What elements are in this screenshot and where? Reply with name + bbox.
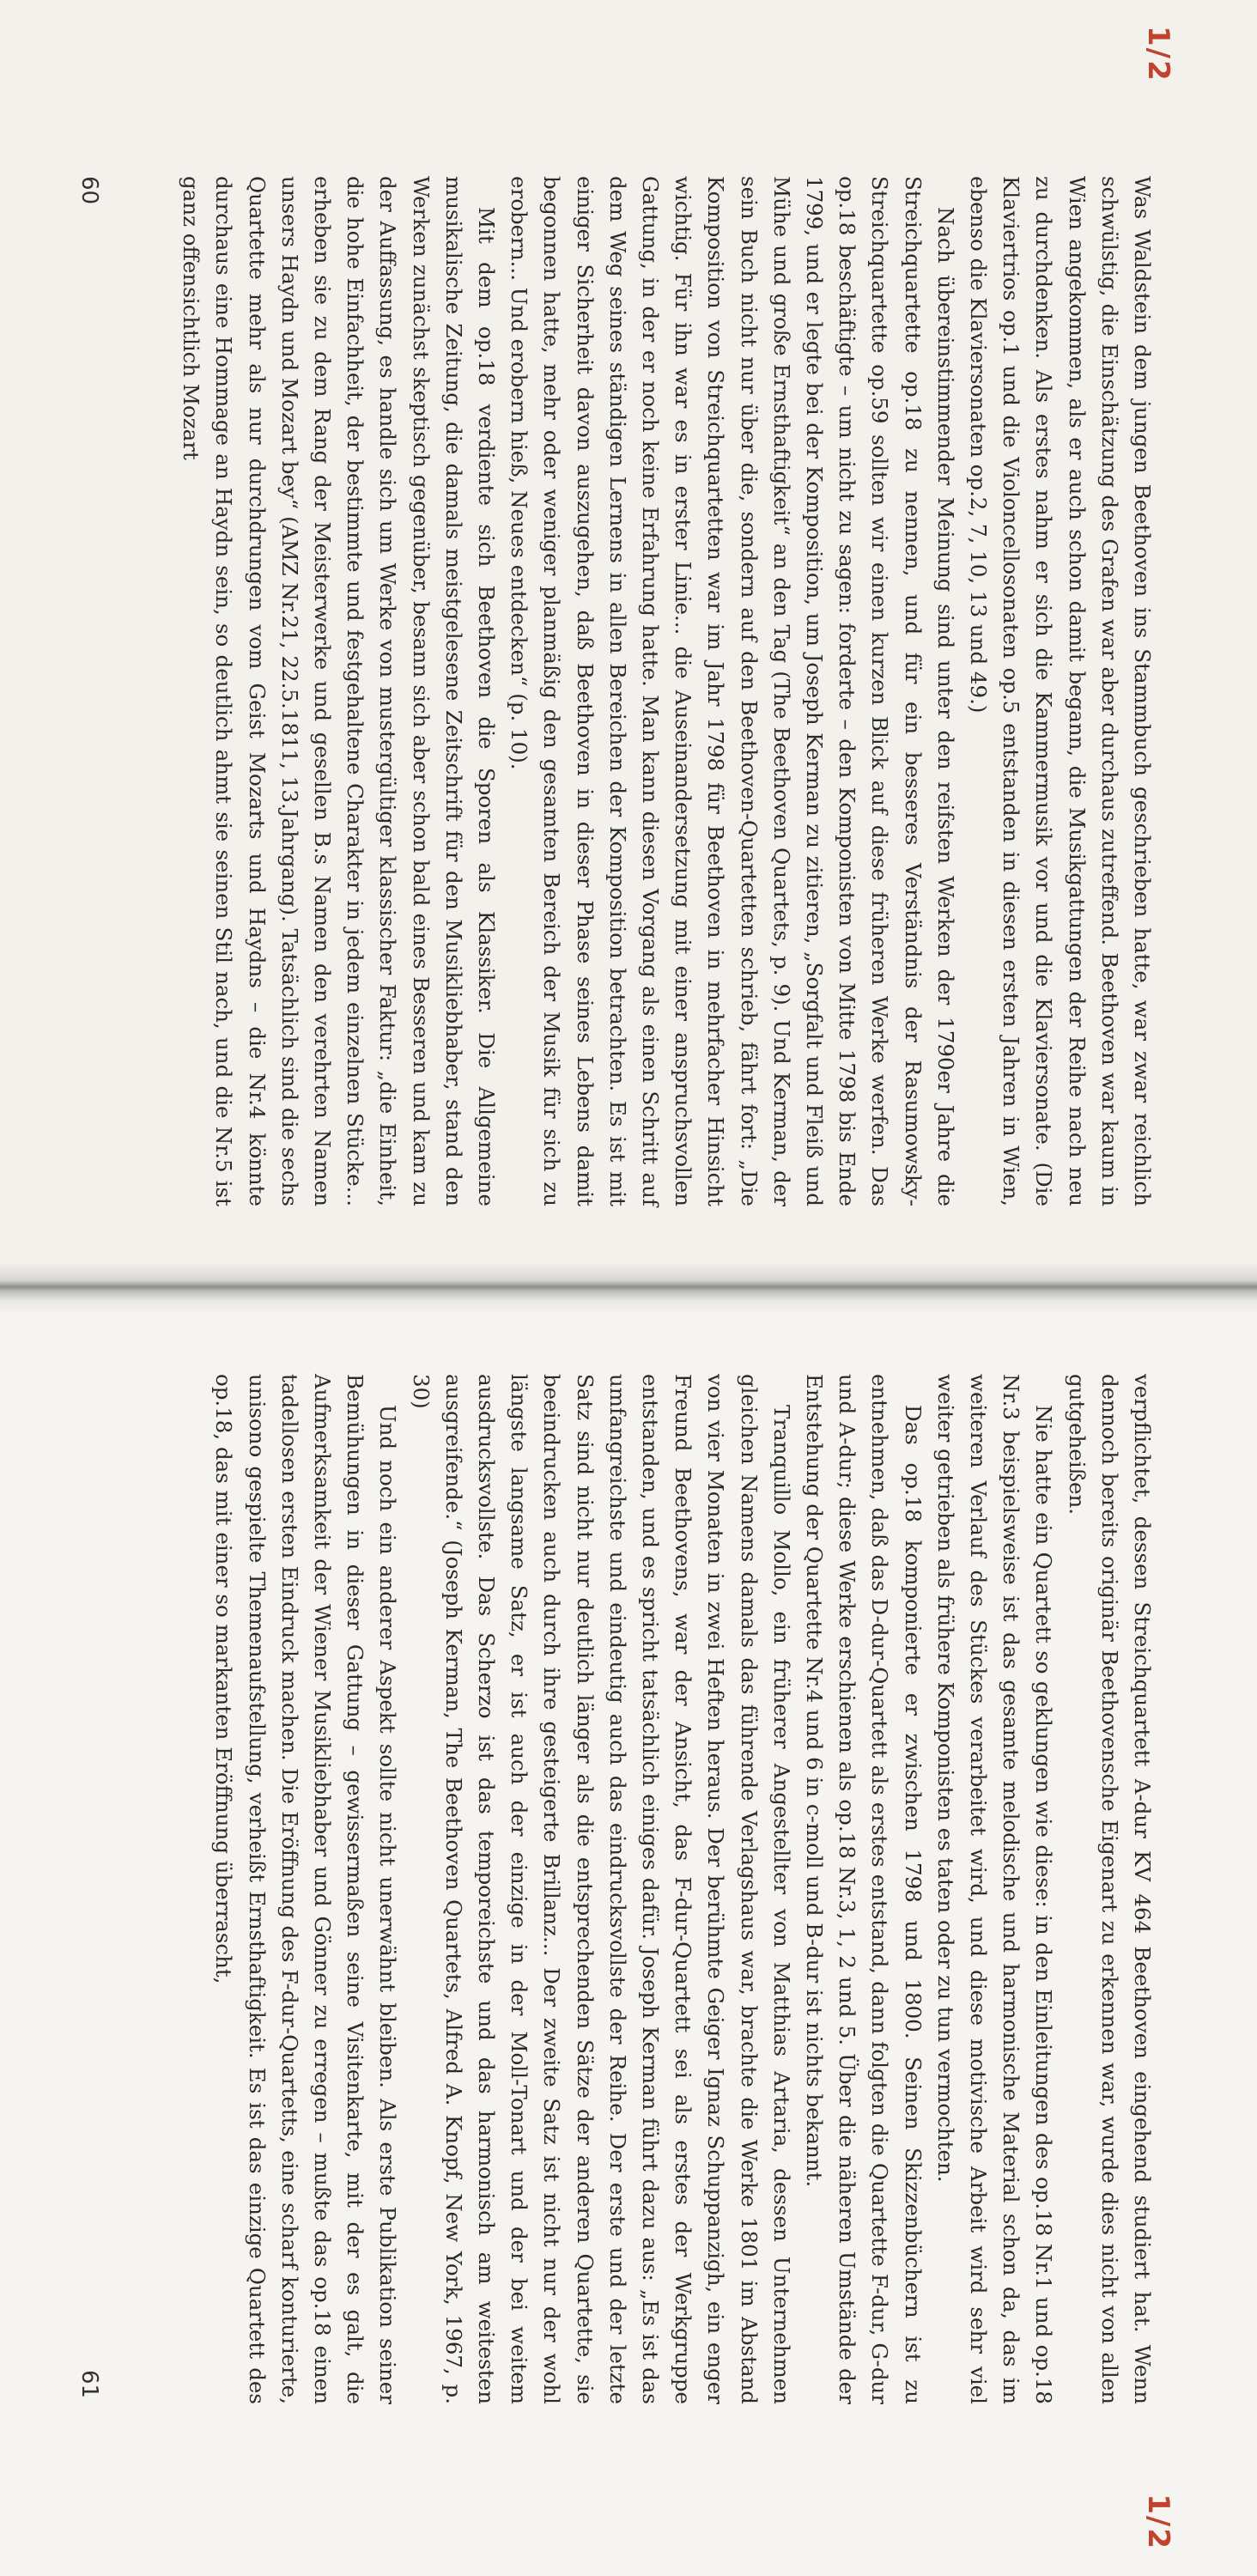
paragraph: Und noch ein anderer Aspekt sollte nicht unerwähnt bleiben. Als erste Publikation seiner Bemühungen in dieser Gattung – gewissermaßen seine Visitenkarte, mit der es galt, die Aufmerksamkeit der Wiener Musikliebhaber und Gönner zu erregen – mußte das op.18 einen tadellosen ersten Eindruck machen. Die Eröffnung des F-dur-Quartetts, eine scharf konturierte, unisono gespielte Themenaufstellung, verheißt Ernsthaftigkeit. Es ist das einzige Quartett des op.18, das mit einer so markanten Eröffnung überrascht, <box>211 1374 401 2404</box>
paragraph: Tranquillo Mollo, ein früherer Angestellter von Matthias Artaria, dessen Unternehmen gleichen Namens damals das führende Verlagshaus war, brachte die Werke 1801 im Abstand von vier Monaten in zwei Heften heraus. Der berühmte Geiger Ignaz Schuppanzigh, ein enger Freund Beethovens, war der Ansicht, das F-dur-Quartett sei als erstes der Werkgruppe entstanden, und es spricht tatsächlich einiges dafür. Joseph Kerman führt dazu aus: „Es ist das umfangreichste und eindeutig auch das eindrucksvollste der Reihe. Der erste und der letzte Satz sind nicht nur deutlich länger als die entsprechenden Sätze der anderen Quartette, sie beeindrucken auch durch ihre gesteigerte Brillanz... Der zweite Satz ist nicht nur der wohl längste langsame Satz, er ist auch der einzige in der Moll-Tonart und der bei weitem ausdrucksvollste. Das Scherzo ist das temporeichste und das harmonisch am weitesten ausgreifende.“ (Joseph Kerman, The Beethoven Quartets, Alfred A. Knopf, New York, 1967, p. 30) <box>408 1374 794 2404</box>
paragraph: Nie hatte ein Quartett so geklungen wie diese: in den Einleitungen des op.18 Nr.1 und op.18 Nr.3 beispielsweise ist das gesamte melodische und harmonische Material schon da, das im weiteren Verlauf des Stückes verarbeitet wird, und diese motivische Arbeit wird sehr viel weiter getrieben als frühere Komponisten es taten oder zu tun vermochten. <box>932 1374 1057 2404</box>
paragraph: verpflichtet, dessen Streichquartett A-dur KV 464 Beethoven eingehend studiert hat. Wenn dennoch bereits originär Beethovensche Eigenart zu erkennen war, wurde dies nicht von allen gutgeheißen. <box>1064 1374 1155 2404</box>
paragraph: Was Waldstein dem jungen Beethoven ins Stammbuch geschrieben hatte, war zwar reichlich schwülstig, die Einschätzung des Grafen war aber durchaus zutreffend. Beethoven war kaum in Wien angekommen, als er auch schon damit begann, die Musikgattungen der Reihe nach neu zu durchdenken. Als erstes nahm er sich die Kammermusik vor und die Klaviersonate. (Die Klaviertrios op.1 und die Violoncellosonaten op.5 entstanden in diesen ersten Jahren in Wien, ebenso die Klaviersonaten op.2, 7, 10, 13 und 49.) <box>965 176 1155 1206</box>
page-number: 60 <box>76 176 102 205</box>
body-text <box>207 1374 1158 2404</box>
section-marker: 1/2 <box>1141 2494 1175 2550</box>
book-gutter <box>0 1262 1257 1314</box>
paragraph: Nach übereinstimmender Meinung sind unter den reifsten Werken der 1790er Jahre die Streichquartette op.18 zu nennen, und für ein besseres Verständnis der Rasumowsky-Streichquartette op.59 sollten wir einen kurzen Blick auf diese früheren Werke werfen. Das op.18 beschäftigte – um nicht zu sagen: forderte – den Komponisten von Mitte 1798 bis Ende 1799, und er legte bei der Komposition, um Joseph Kerman zu zitieren, „Sorgfalt und Fleiß und Mühe und große Ernsthaftigkeit“ an den Tag (The Beethoven Quartets, p. 9). Und Kerman, der sein Buch nicht nur über die, sondern auf den Beethoven-Quartetten schrieb, fährt fort: „Die Komposition von Streichquartetten war im Jahr 1798 für Beethoven in mehrfacher Hinsicht wichtig. Für ihn war es in erster Linie... die Auseinandersetzung mit einer anspruchsvollen Gattung, in der er noch keine Erfahrung hatte. Man kann diesen Vorgang als einen Schritt auf dem Weg seines ständigen Lernens in allen Bereichen der Komposition betrachten. Es ist mit einiger Sicherheit davon auszugehen, daß Beethoven in dieser Phase seines Lebens damit begonnen hatte, mehr oder weniger planmäßig den gesamten Bereich der Musik für sich zu erobern... Und erobern hieß, Neues entdecken“ (p. 10). <box>507 176 958 1206</box>
page-number: 61 <box>76 2370 102 2399</box>
body-text <box>174 176 1158 1206</box>
right-page <box>0 1288 1257 2576</box>
paragraph: Das op.18 komponierte er zwischen 1798 und 1800. Seinen Skizzenbüchern ist zu entnehmen, daß das D-dur-Quartett als erstes entstand, dann folgten die Quartette F-dur, G-dur und A-dur; diese Werke erschienen als op.18 Nr.3, 1, 2 und 5. Über die näheren Umstände der Entstehung der Quartette Nr.4 und 6 in c-moll und B-dur ist nichts bekannt. <box>801 1374 926 2404</box>
section-marker: 1/2 <box>1141 26 1175 82</box>
paragraph: Mit dem op.18 verdiente sich Beethoven die Sporen als Klassiker. Die Allgemeine musikalische Zeitung, die damals meistgelesene Zeitschrift für den Musikliebhaber, stand den Werken zunächst skeptisch gegenüber, besann sich aber schon bald eines Besseren und kam zu der Auffassung, es handle sich um Werke von mustergültiger klassischer Faktur: „die Einheit, die hohe Einfachheit, der bestimmte und festgehaltene Charakter in jedem einzelnen Stücke... erheben sie zu dem Rang der Meisterwerke und gesellen B.s Namen den verehrten Namen unsers Haydn und Mozart bey“ (AMZ Nr.21, 22.5.1811, 13.Jahrgang). Tatsächlich sind die sechs Quartette mehr als nur durchdrungen vom Geist Mozarts und Haydns – die Nr.4 könnte durchaus eine Hommage an Haydn sein, so deutlich ahmt sie seinen Stil nach, und die Nr.5 ist ganz offensichtlich Mozart <box>179 176 499 1206</box>
